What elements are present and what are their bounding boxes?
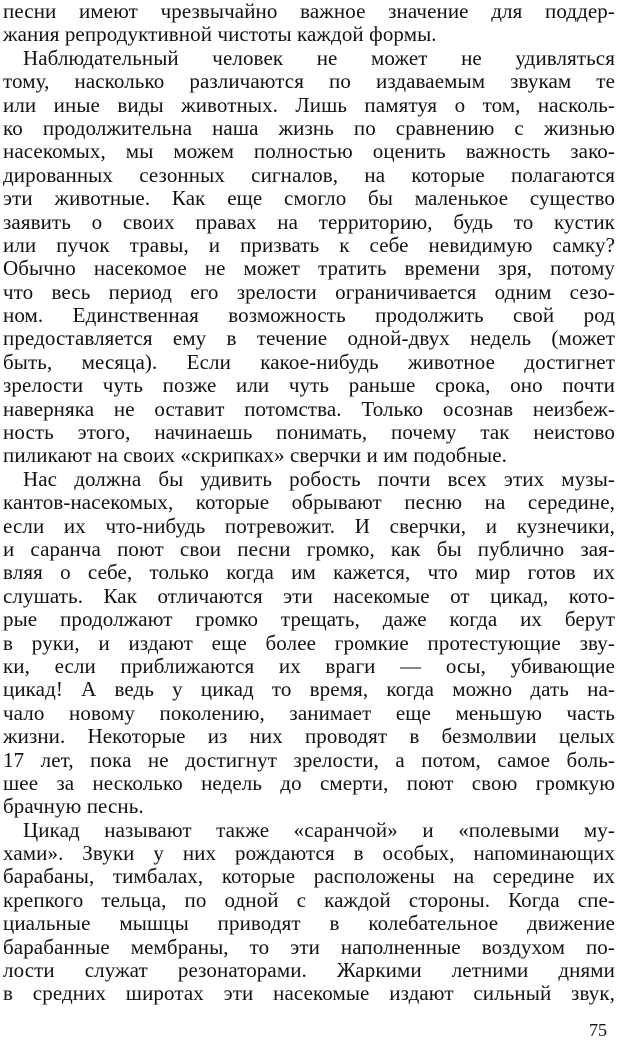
body-text bbox=[3, 0, 615, 1006]
text-line: эти животные. Как еще смогло бы маленькое существо bbox=[3, 186, 615, 211]
paragraph-start-line: Цикад называют также «саранчой» и «полевыми му- bbox=[23, 817, 615, 842]
text-line: шее за несколько недель до смерти, поют свою громкую bbox=[3, 770, 615, 795]
text-line: жания репродуктивной чистоты каждой формы. bbox=[3, 22, 437, 47]
text-line: песни имеют чрезвычайно важное значение для поддер- bbox=[3, 0, 615, 23]
text-line: кантов-насекомых, которые обрывают песню на середине, bbox=[3, 490, 615, 515]
text-line: зрелости чуть позже или чуть раньше срока, оно почти bbox=[3, 373, 615, 398]
text-line: барабаны, тимбалах, которые расположены на середине их bbox=[3, 864, 615, 889]
text-line: и саранча поют свои песни громко, как бы публично зая- bbox=[3, 536, 615, 561]
text-line: цикад! А ведь у цикад то время, когда можно дать на- bbox=[3, 677, 615, 702]
page-number: 75 bbox=[589, 1020, 607, 1040]
text-line: Обычно насекомое не может тратить времени зря, потому bbox=[3, 256, 615, 281]
text-line: ном. Единственная возможность продолжить свой род bbox=[3, 303, 615, 328]
text-line: дированных сезонных сигналов, на которые полагаются bbox=[3, 162, 615, 187]
text-line: ко продолжительна наша жизнь по сравнению с жизнью bbox=[3, 115, 615, 140]
text-line: хами». Звуки у них рождаются в особых, напоминающих bbox=[3, 841, 615, 866]
text-line: пиликают на своих «скрипках» сверчки и им подобные. bbox=[3, 443, 508, 468]
text-line: слушать. Как отличаются эти насекомые от цикад, кото- bbox=[3, 583, 615, 608]
text-line: предоставляется ему в течение одной-двух недель (может bbox=[3, 326, 615, 351]
text-line: или иные виды животных. Лишь памятуя о том, насколь- bbox=[3, 92, 615, 117]
text-line: ки, если приближаются их враги — осы, убивающие bbox=[3, 653, 615, 678]
text-line: быть, месяца). Если какое-нибудь животное достигнет bbox=[3, 349, 615, 374]
text-line: барабанные мембраны, то эти наполненные воздухом по- bbox=[3, 934, 615, 959]
text-line: в руки, и издают еще более громкие протестующие зву- bbox=[3, 630, 615, 655]
text-line: в средних широтах эти насекомые издают сильный звук, bbox=[3, 981, 615, 1006]
text-line: вляя о себе, только когда им кажется, что мир готов их bbox=[3, 560, 615, 585]
text-line: насекомых, мы можем полностью оценить важность зако- bbox=[3, 139, 615, 164]
text-line: крепкого тельца, по одной с каждой стороны. Когда спе- bbox=[3, 887, 615, 912]
text-line: что весь период его зрелости ограничивается одним сезо- bbox=[3, 279, 615, 304]
paragraph-start-line: Наблюдательный человек не может не удивляться bbox=[23, 45, 615, 70]
text-line: 17 лет, пока не достигнут зрелости, а потом, самое боль- bbox=[3, 747, 615, 772]
text-line: или пучок травы, и призвать к себе невидимую самку? bbox=[3, 232, 615, 257]
paragraph-start-line: Нас должна бы удивить робость почти всех этих музы- bbox=[23, 466, 615, 491]
text-line: заявить о своих правах на территорию, будь то кустик bbox=[3, 209, 615, 234]
book-page bbox=[3, 0, 615, 1042]
text-line: лости служат резонаторами. Жаркими летними днями bbox=[3, 958, 615, 983]
text-line: если их что-нибудь потревожит. И сверчки, и кузнечики, bbox=[3, 513, 615, 538]
text-line: ность этого, начинаешь понимать, почему так неистово bbox=[3, 420, 615, 445]
text-line: рые продолжают громко трещать, даже когда их берут bbox=[3, 607, 615, 632]
text-line: тому, насколько различаются по издаваемым звукам те bbox=[3, 69, 615, 94]
text-line: циальные мышцы приводят в колебательное движение bbox=[3, 911, 615, 936]
text-line: наверняка не оставит потомства. Только осознав неизбеж- bbox=[3, 396, 615, 421]
text-line: брачную песнь. bbox=[3, 794, 144, 819]
text-line: жизни. Некоторые из них проводят в безмолвии целых bbox=[3, 724, 615, 749]
text-line: чало новому поколению, занимает еще меньшую часть bbox=[3, 700, 615, 725]
